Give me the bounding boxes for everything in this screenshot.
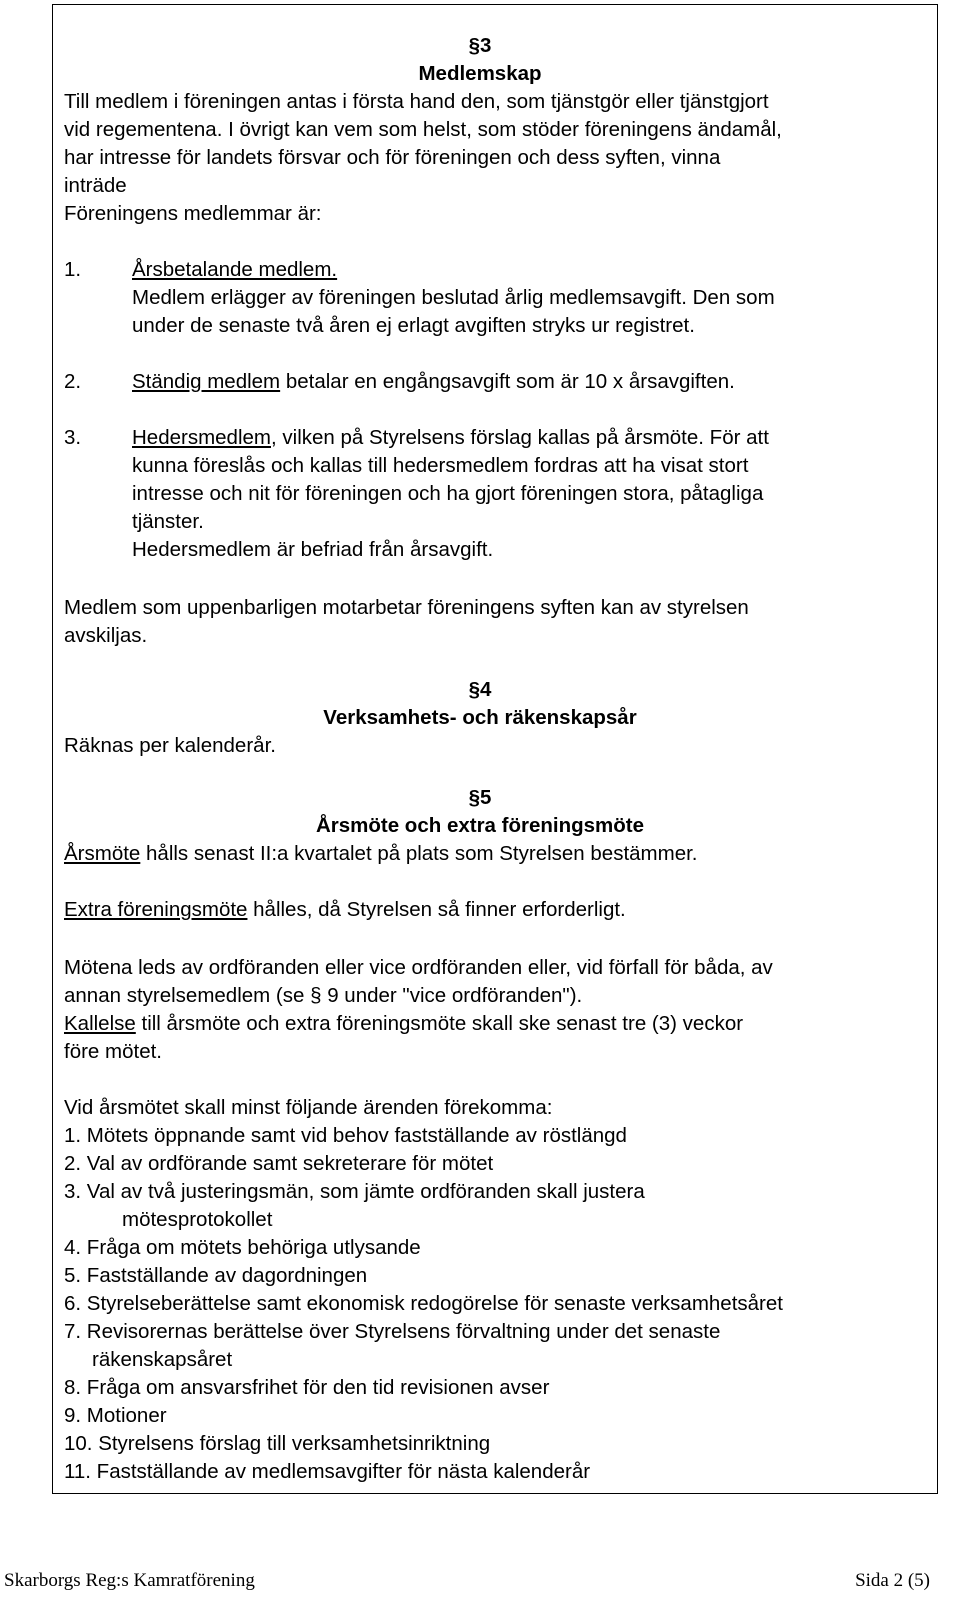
list-item-line: tjänster. <box>132 510 204 533</box>
paragraph-line: annan styrelsemedlem (se § 9 under "vice ordföranden"). <box>64 984 583 1007</box>
section-number: §4 <box>468 678 492 701</box>
section-number: §3 <box>468 34 492 57</box>
agenda-item-continuation: mötesprotokollet <box>122 1208 273 1231</box>
paragraph-line: Mötena leds av ordföranden eller vice ordföranden eller, vid förfall för båda, av <box>64 956 773 979</box>
paragraph-line: Medlem som uppenbarligen motarbetar föreningens syften kan av styrelsen <box>64 596 749 619</box>
paragraph-line <box>64 896 626 924</box>
list-item-line: Hedersmedlem är befriad från årsavgift. <box>132 538 494 561</box>
list-item-line: under de senaste två åren ej erlagt avgiften stryks ur registret. <box>132 314 695 337</box>
list-item-title: Årsbetalande medlem. <box>132 258 338 281</box>
agenda-intro: Vid årsmötet skall minst följande ärenden förekomma: <box>64 1096 553 1119</box>
paragraph-line: vid regementena. I övrigt kan vem som helst, som stöder föreningens ändamål, <box>64 118 782 141</box>
list-item-line: intresse och nit för föreningen och ha gjort föreningen stora, påtagliga <box>132 482 764 505</box>
paragraph-text: till årsmöte och extra föreningsmöte skall ske senast tre (3) veckor <box>135 1012 744 1035</box>
agenda-item: 2. Val av ordförande samt sekreterare för mötet <box>64 1152 494 1175</box>
agenda-item: 9. Motioner <box>64 1404 167 1427</box>
agenda-item: 3. Val av två justeringsmän, som jämte ordföranden skall justera <box>64 1180 645 1203</box>
underlined-term: Kallelse <box>64 1012 136 1035</box>
list-number: 1. <box>64 258 82 281</box>
section-title: Medlemskap <box>418 62 542 85</box>
underlined-term: Extra föreningsmöte <box>64 898 248 921</box>
list-number: 3. <box>64 426 82 449</box>
list-item-line: Medlem erlägger av föreningen beslutad årlig medlemsavgift. Den som <box>132 286 775 309</box>
paragraph-text: hålls senast II:a kvartalet på plats som Styrelsen bestämmer. <box>140 842 698 865</box>
paragraph-line: före mötet. <box>64 1040 162 1063</box>
section-title: Årsmöte och extra föreningsmöte <box>315 814 645 837</box>
paragraph-line: Räknas per kalenderår. <box>64 734 276 757</box>
paragraph-line: Till medlem i föreningen antas i första hand den, som tjänstgör eller tjänstgjort <box>64 90 769 113</box>
agenda-item: 10. Styrelsens förslag till verksamhetsinriktning <box>64 1432 491 1455</box>
list-item-line <box>132 368 735 396</box>
paragraph-line: inträde <box>64 174 127 197</box>
paragraph-line <box>64 1010 743 1038</box>
agenda-item: 4. Fråga om mötets behöriga utlysande <box>64 1236 421 1259</box>
agenda-item: 7. Revisorernas berättelse över Styrelsens förvaltning under det senaste <box>64 1320 721 1343</box>
agenda-item: 11. Fastställande av medlemsavgifter för nästa kalenderår <box>64 1460 591 1483</box>
agenda-item: 8. Fråga om ansvarsfrihet för den tid revisionen avser <box>64 1376 550 1399</box>
footer-organization: Skarborgs Reg:s Kamratförening <box>4 1570 255 1591</box>
paragraph-text: hålles, då Styrelsen så finner erforderligt. <box>247 898 626 921</box>
list-item-title: Hedersmedlem <box>132 426 271 449</box>
paragraph-line: Föreningens medlemmar är: <box>64 202 322 225</box>
paragraph-line: avskiljas. <box>64 624 148 647</box>
list-item-line <box>132 424 769 452</box>
list-item-line: kunna föreslås och kallas till hedersmedlem fordras att ha visat stort <box>132 454 749 477</box>
list-item-title: Ständig medlem <box>132 370 281 393</box>
paragraph-line <box>64 840 698 868</box>
agenda-item-continuation: räkenskapsåret <box>92 1348 233 1371</box>
section-title: Verksamhets- och räkenskapsår <box>323 706 637 729</box>
agenda-item: 1. Mötets öppnande samt vid behov fastställande av röstlängd <box>64 1124 627 1147</box>
section-number: §5 <box>468 786 492 809</box>
agenda-item: 5. Fastställande av dagordningen <box>64 1264 368 1287</box>
agenda-item: 6. Styrelseberättelse samt ekonomisk redogörelse för senaste verksamhetsåret <box>64 1292 783 1315</box>
underlined-term: Årsmöte <box>64 842 141 865</box>
list-item-text: betalar en engångsavgift som är 10 x årsavgiften. <box>280 370 735 393</box>
list-number: 2. <box>64 370 82 393</box>
list-item-text: , vilken på Styrelsens förslag kallas på årsmöte. För att <box>271 426 769 449</box>
paragraph-line: har intresse för landets försvar och för föreningen och dess syften, vinna <box>64 146 721 169</box>
footer-page-number: Sida 2 (5) <box>855 1570 930 1591</box>
